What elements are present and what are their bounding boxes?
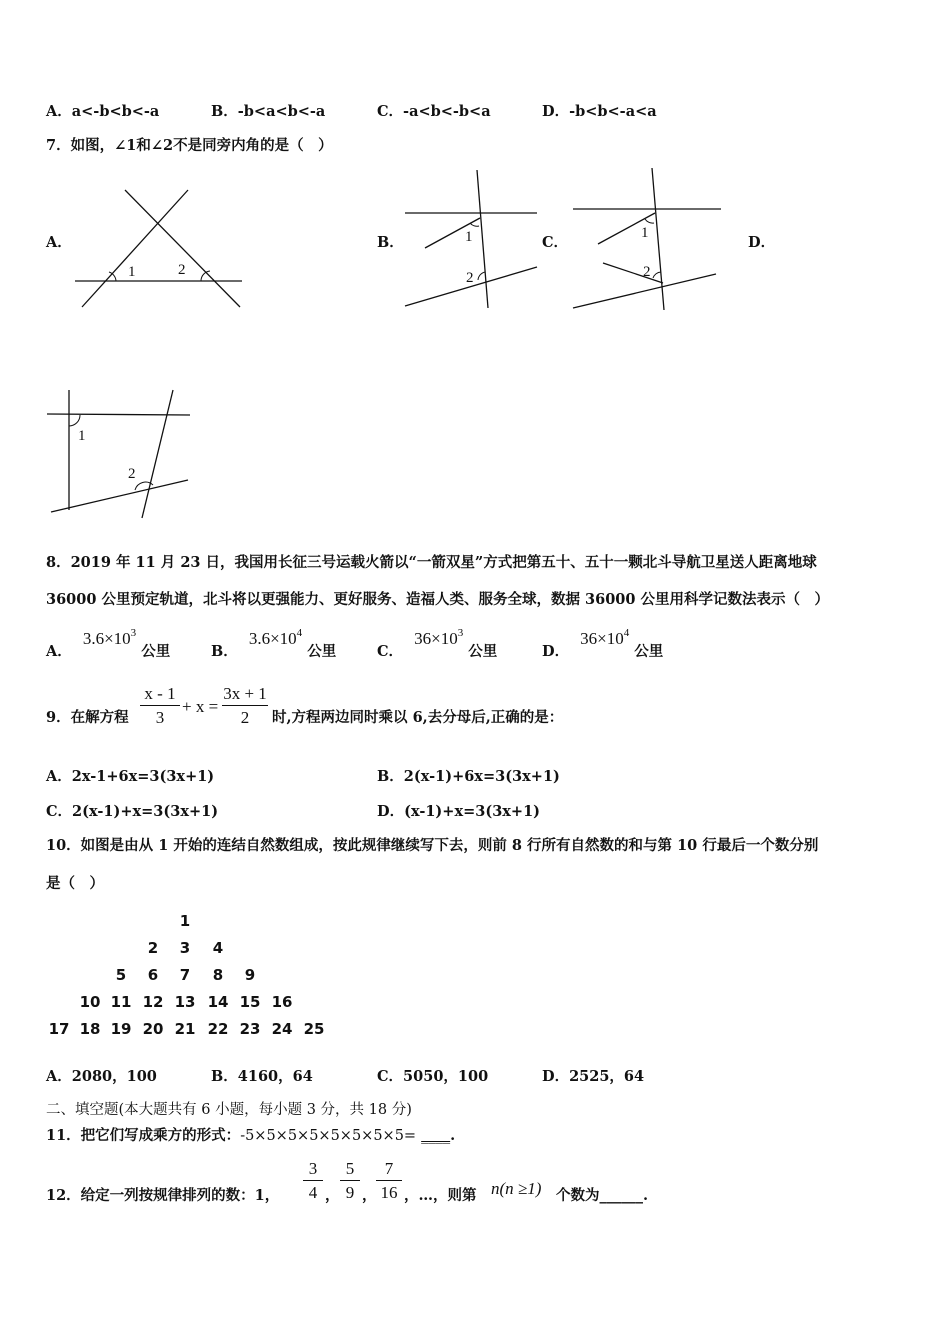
q9-option-a: A．2x-1+6x=3(3x+1) bbox=[46, 768, 215, 785]
q7-stem: 7．如图，∠1和∠2不是同旁内角的是（ ） bbox=[46, 137, 333, 154]
q7-d-angle1: 1 bbox=[78, 428, 86, 444]
q11-blank[interactable]: ____ bbox=[421, 1128, 451, 1144]
triangle-number: 10 bbox=[79, 993, 101, 1011]
q12-suffix[interactable]: 个数为______. bbox=[556, 1187, 649, 1204]
section-heading: 二、填空题(本大题共有 6 小题，每小题 3 分，共 18 分) bbox=[46, 1102, 412, 1118]
triangle-number: 20 bbox=[142, 1020, 164, 1038]
q12-prefix: 12．给定一列按规律排列的数：1， bbox=[46, 1187, 280, 1204]
q8-option-d: D． $36\times 10^4$ 公里 bbox=[542, 627, 664, 660]
q8-option-b: B． $3.6\times 10^4$ 公里 bbox=[211, 627, 337, 660]
q10-line2: 是（ ） bbox=[46, 875, 104, 892]
q9-fraction-1: x - 1 3 bbox=[140, 685, 180, 726]
triangle-number: 25 bbox=[303, 1020, 325, 1038]
q8-line1: 8．2019 年 11 月 23 日，我国用长征三号运载火箭以“一箭双星”方式把第五十、五十一颗北斗导航卫星送人距离地球 bbox=[46, 554, 817, 571]
q7-d-angle2: 2 bbox=[128, 466, 136, 482]
triangle-number: 12 bbox=[142, 993, 164, 1011]
triangle-number: 7 bbox=[179, 966, 191, 984]
q9-option-d: D．(x-1)+x=3(3x+1) bbox=[377, 803, 541, 820]
q7-c-angle2: 2 bbox=[643, 264, 651, 280]
q7-figure-d bbox=[45, 388, 195, 523]
q7-figure-c bbox=[568, 166, 723, 314]
triangle-number: 3 bbox=[179, 939, 191, 957]
q6-option-b: B．-b<a<b<-a bbox=[211, 103, 326, 120]
q9-middle: + x = bbox=[182, 697, 219, 716]
q7-a-angle1: 1 bbox=[128, 264, 136, 280]
q11: 11．把它们写成乘方的形式：-5×5×5×5×5×5×5×5= ____. bbox=[46, 1127, 456, 1144]
q7-c-angle1: 1 bbox=[641, 225, 649, 241]
q9-prefix: 9．在解方程 bbox=[46, 709, 129, 726]
q10-line1: 10．如图是由从 1 开始的连结自然数组成，按此规律继续写下去，则前 8 行所有自然数的和与第 10 行最后一个数分别 bbox=[46, 837, 819, 854]
q7-figure-a bbox=[70, 185, 250, 315]
q6-option-c: C．-a<b<-b<a bbox=[377, 103, 491, 120]
triangle-number: 11 bbox=[110, 993, 132, 1011]
q8-line2: 36000 公里预定轨道，北斗将以更强能力、更好服务、造福人类、服务全球，数据 36000 公里用科学记数法表示（ ） bbox=[46, 591, 830, 608]
q7-label-c: C． bbox=[542, 234, 569, 251]
triangle-number: 16 bbox=[271, 993, 293, 1011]
triangle-number: 21 bbox=[174, 1020, 196, 1038]
q8-option-a: A． $3.6\times 10^3$ 公里 bbox=[46, 627, 171, 660]
triangle-number: 9 bbox=[244, 966, 256, 984]
q12-sep: ， bbox=[362, 1187, 377, 1204]
q8-option-c: C． $36\times 10^3$ 公里 bbox=[377, 627, 498, 660]
triangle-number: 18 bbox=[79, 1020, 101, 1038]
q9-suffix: 时,方程两边同时乘以 6,去分母后,正确的是： bbox=[272, 709, 564, 726]
q10-option-d: D．2525，64 bbox=[542, 1068, 645, 1085]
q10-option-c: C．5050，100 bbox=[377, 1068, 489, 1085]
q12-fraction: 7 16 bbox=[376, 1160, 402, 1201]
triangle-number: 8 bbox=[212, 966, 224, 984]
q12-fraction: 3 4 bbox=[303, 1160, 323, 1201]
triangle-number: 22 bbox=[207, 1020, 229, 1038]
triangle-number: 24 bbox=[271, 1020, 293, 1038]
triangle-number: 2 bbox=[147, 939, 159, 957]
q12-fraction: 5 9 bbox=[340, 1160, 360, 1201]
triangle-number: 23 bbox=[239, 1020, 261, 1038]
q10-option-b: B．4160，64 bbox=[211, 1068, 313, 1085]
triangle-number: 13 bbox=[174, 993, 196, 1011]
q9-fraction-2: 3x + 1 2 bbox=[223, 684, 267, 727]
q9-option-b: B．2(x-1)+6x=3(3x+1) bbox=[377, 768, 560, 785]
triangle-number: 15 bbox=[239, 993, 261, 1011]
q7-a-angle2: 2 bbox=[178, 262, 186, 278]
q7-figure-b bbox=[400, 168, 545, 313]
triangle-number: 6 bbox=[147, 966, 159, 984]
q12-n-expr: n(n ≥1) bbox=[491, 1179, 542, 1198]
triangle-number: 1 bbox=[179, 912, 191, 930]
triangle-number: 4 bbox=[212, 939, 224, 957]
q12-dots: ，…，则第 bbox=[404, 1187, 477, 1204]
q9-option-c: C．2(x-1)+x=3(3x+1) bbox=[46, 803, 219, 820]
q6-option-a: A．a<-b<b<-a bbox=[46, 103, 160, 120]
q6-option-d: D．-b<b<-a<a bbox=[542, 103, 657, 120]
number-triangle bbox=[44, 912, 344, 1042]
q7-label-b: B． bbox=[377, 234, 404, 251]
q7-label-d: D． bbox=[748, 234, 776, 251]
q7-b-angle1: 1 bbox=[465, 229, 473, 245]
triangle-number: 19 bbox=[110, 1020, 132, 1038]
q10-option-a: A．2080，100 bbox=[46, 1068, 157, 1085]
triangle-number: 5 bbox=[115, 966, 127, 984]
q12-sep: ， bbox=[325, 1187, 340, 1204]
q7-b-angle2: 2 bbox=[466, 270, 474, 286]
triangle-number: 17 bbox=[48, 1020, 70, 1038]
q7-label-a: A． bbox=[46, 234, 72, 251]
triangle-number: 14 bbox=[207, 993, 229, 1011]
